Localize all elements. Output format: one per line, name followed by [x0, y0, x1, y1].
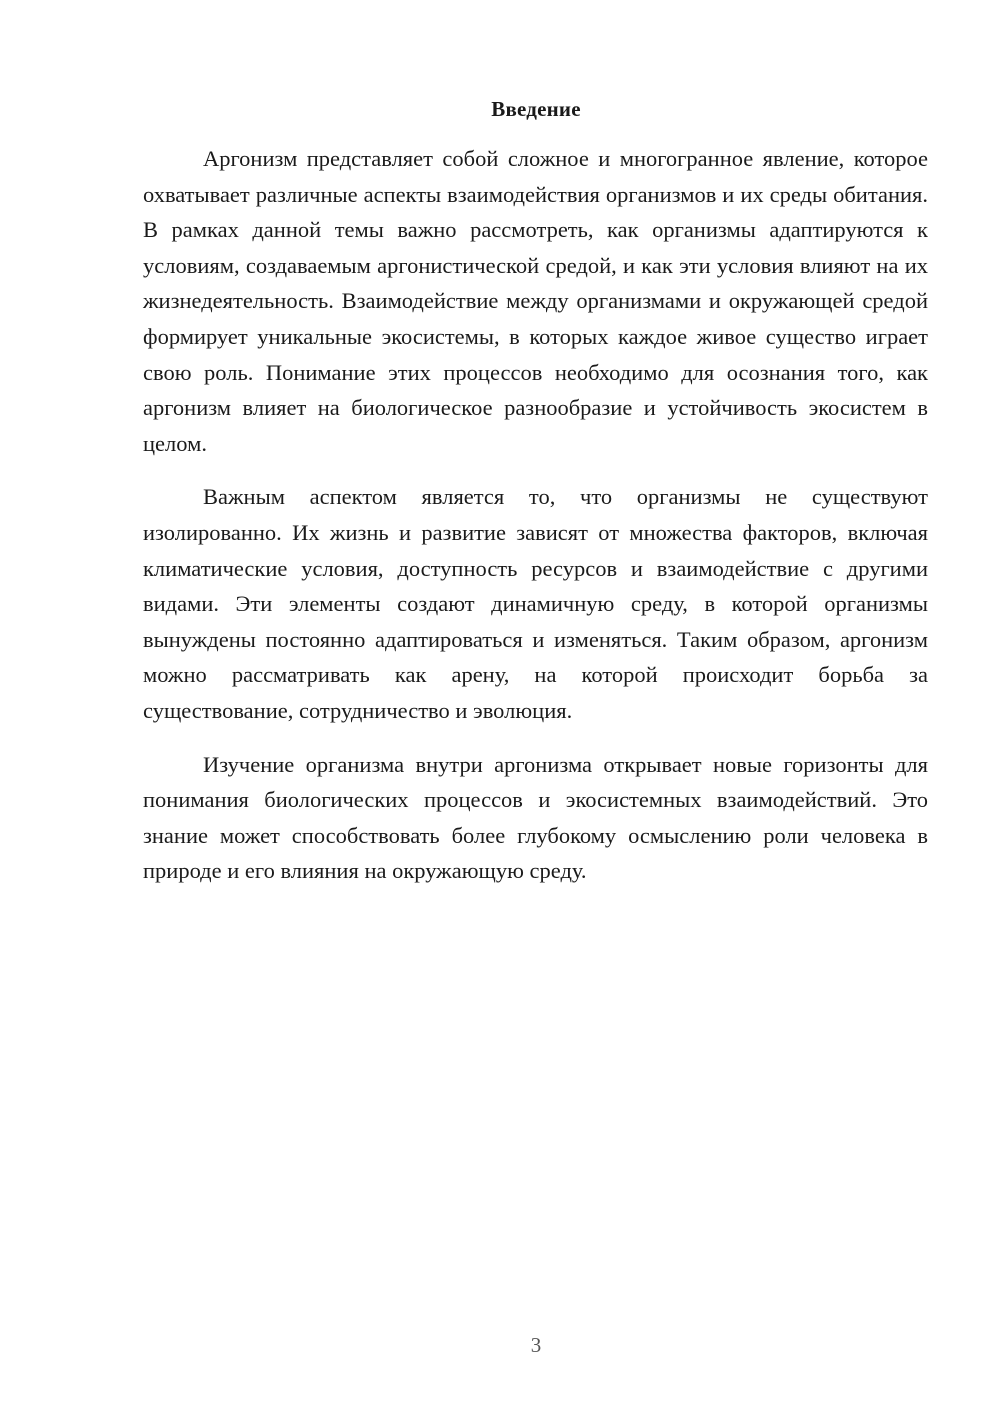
paragraph-2: Важным аспектом является то, что организмы не существуют изолированно. Их жизнь и развитие зависят от множества факторов, включая климатические условия, доступность ресурсов и взаимодействие с другими видами. Эти элементы создают динамичную среду, в которой организмы вынуждены постоянно адаптироваться и изменяться. Таким образом, аргонизм можно рассматривать как арену, на которой происходит борьба за существование, сотрудничество и эволюция. [143, 484, 928, 723]
paragraph-1: Аргонизм представляет собой сложное и многогранное явление, которое охватывает различные аспекты взаимодействия организмов и их среды обитания. В рамках данной темы важно рассмотреть, как организмы адаптируются к условиям, создаваемым аргонистической средой, и как эти условия влияют на их жизнедеятельность. Взаимодействие между организмами и окружающей средой формирует уникальные экосистемы, в которых каждое живое существо играет свою роль. Понимание этих процессов необходимо для осознания того, как аргонизм влияет на биологическое разнообразие и устойчивость экосистем в целом. [143, 146, 928, 456]
page-number: 3 [530, 1333, 542, 1357]
paragraph-3: Изучение организма внутри аргонизма открывает новые горизонты для понимания биологических процессов и экосистемных взаимодействий. Это знание может способствовать более глубокому осмыслению роли человека в природе и его влияния на окружающую среду. [143, 751, 928, 884]
section-heading: Введение [491, 97, 581, 121]
body-text [143, 141, 928, 889]
